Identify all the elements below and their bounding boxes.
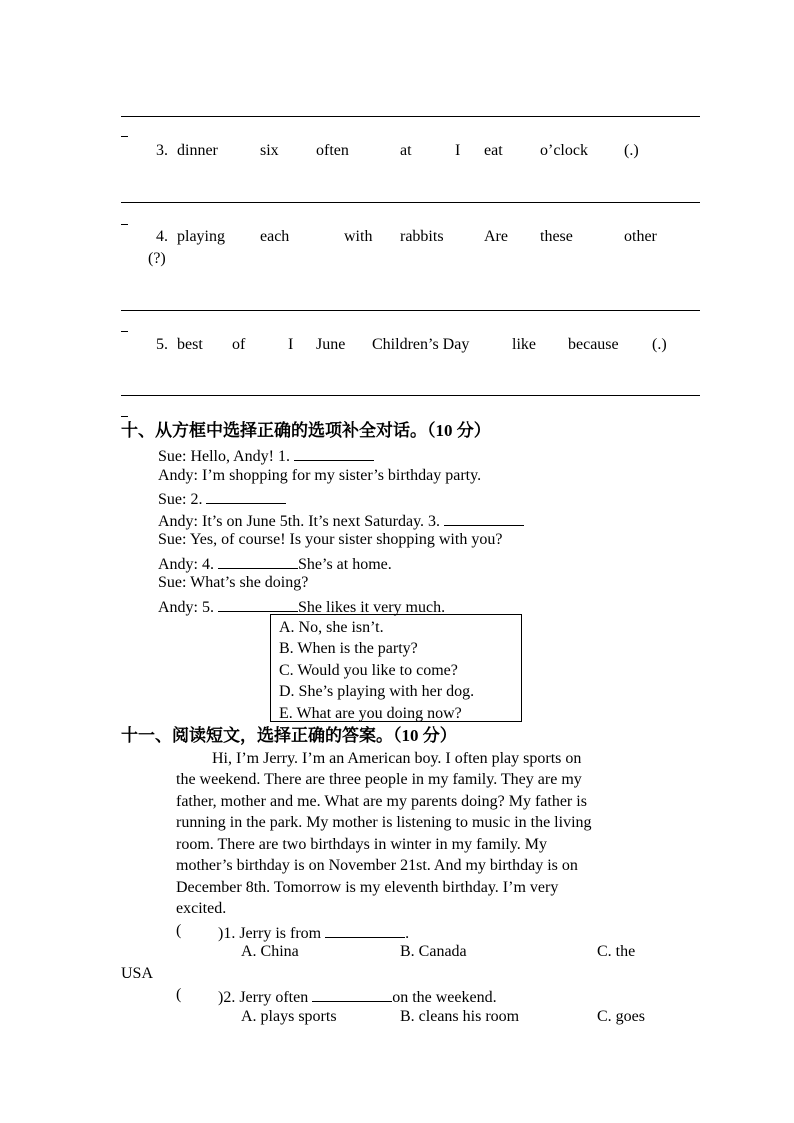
- dialogue-text: Sue: Yes, of course! Is your sister shopping with you?: [158, 531, 503, 548]
- word: I: [455, 142, 461, 159]
- choice-a: A. plays sports: [241, 1008, 337, 1025]
- dialogue-text: Andy: 5.: [158, 599, 218, 616]
- dialogue-line-5: [158, 532, 502, 548]
- word: of: [232, 336, 246, 353]
- section-10-score: 10: [435, 421, 453, 440]
- section-11-title: 十一、阅读短文，选择正确的答案。（: [121, 726, 402, 745]
- word: playing: [177, 228, 225, 245]
- option-e: E. What are you doing now?: [279, 705, 462, 722]
- word: Children’s Day: [372, 336, 470, 353]
- passage-line: father, mother and me. What are my parents doing? My father is: [176, 793, 587, 810]
- answer-paren-open[interactable]: (: [176, 986, 182, 1003]
- dialogue-line-3: [158, 489, 286, 508]
- word: often: [316, 142, 349, 159]
- word: other: [624, 228, 657, 245]
- line-dash: [121, 416, 128, 417]
- dialogue-text: She’s at home.: [298, 556, 392, 573]
- question-blank[interactable]: [312, 987, 392, 1002]
- answer-line-5: [121, 395, 700, 396]
- answer-line-4: [121, 310, 700, 311]
- sentence-number: 4.: [156, 228, 168, 245]
- answer-blank-5[interactable]: [218, 597, 298, 612]
- word: (.): [624, 142, 639, 159]
- choice-b: B. Canada: [400, 943, 467, 960]
- dialogue-text: Andy: I’m shopping for my sister’s birthday party.: [158, 467, 482, 484]
- passage-line: running in the park. My mother is listening to music in the living: [176, 814, 592, 831]
- word: because: [568, 336, 619, 353]
- choice-b: B. cleans his room: [400, 1008, 520, 1025]
- option-b: B. When is the party?: [279, 640, 418, 657]
- section-11-score: 10: [401, 726, 419, 745]
- passage-line: mother’s birthday is on November 21st. And my birthday is on: [176, 857, 578, 874]
- question-stem: [218, 987, 497, 1006]
- passage-line: the weekend. There are three people in my family. They are my: [176, 771, 582, 788]
- word: best: [177, 336, 203, 353]
- answer-blank-2[interactable]: [206, 489, 286, 504]
- answer-blank-3[interactable]: [444, 511, 524, 526]
- word: with: [344, 228, 373, 245]
- word: at: [400, 142, 412, 159]
- line-dash: [121, 331, 128, 332]
- choice-c: C. the: [597, 943, 636, 960]
- option-d: D. She’s playing with her dog.: [279, 683, 475, 700]
- word: (?): [148, 250, 166, 267]
- dialogue-text: Sue: 2.: [158, 491, 207, 508]
- word: o’clock: [540, 142, 588, 159]
- passage-line: room. There are two birthdays in winter in my family. My: [176, 836, 548, 853]
- dialogue-text: Andy: 4.: [158, 556, 218, 573]
- question-text: on the weekend.: [392, 989, 497, 1006]
- question-blank[interactable]: [325, 923, 405, 938]
- dialogue-line-7: [158, 575, 308, 591]
- option-c: C. Would you like to come?: [279, 662, 458, 679]
- word: these: [540, 228, 573, 245]
- choice-a: A. China: [241, 943, 299, 960]
- section-11-heading: [121, 727, 457, 744]
- passage-line: Hi, I’m Jerry. I’m an American boy. I often play sports on: [212, 750, 582, 767]
- question-text: 1. Jerry is from: [223, 925, 326, 942]
- dialogue-line-4: [158, 511, 524, 530]
- passage-line: December 8th. Tomorrow is my eleventh birthday. I’m very: [176, 879, 559, 896]
- section-10-title-end: 分）: [452, 421, 491, 440]
- answer-paren-open[interactable]: (: [176, 922, 182, 939]
- choice-c-wrap: USA: [121, 965, 154, 982]
- dialogue-line-2: [158, 468, 481, 484]
- answer-paren-close: ): [218, 925, 224, 942]
- answer-paren-close: ): [218, 989, 224, 1006]
- dialogue-text: Andy: It’s on June 5th. It’s next Saturday. 3.: [158, 513, 445, 530]
- answer-line-2: [121, 116, 700, 117]
- dialogue-line-6: [158, 554, 392, 573]
- dialogue-text: She likes it very much.: [298, 599, 446, 616]
- question-text: 2. Jerry often: [223, 989, 313, 1006]
- word: (.): [652, 336, 667, 353]
- word: six: [260, 142, 279, 159]
- word: rabbits: [400, 228, 444, 245]
- section-11-title-end: 分）: [418, 726, 457, 745]
- question-stem: [218, 923, 409, 942]
- dialogue-text: Sue: Hello, Andy! 1.: [158, 448, 294, 465]
- dialogue-line-1: [158, 446, 374, 465]
- word: dinner: [177, 142, 218, 159]
- sentence-number: 3.: [156, 142, 168, 159]
- word: Are: [484, 228, 508, 245]
- word: each: [260, 228, 290, 245]
- word: June: [316, 336, 346, 353]
- section-10-heading: [121, 422, 491, 439]
- answer-line-3: [121, 202, 700, 203]
- dialogue-text: Sue: What’s she doing?: [158, 574, 309, 591]
- options-box: [270, 614, 522, 722]
- choice-c: C. goes: [597, 1008, 645, 1025]
- question-text: .: [405, 925, 410, 942]
- word: I: [288, 336, 294, 353]
- section-10-title: 十、从方框中选择正确的选项补全对话。（: [121, 421, 436, 440]
- answer-blank-4[interactable]: [218, 554, 298, 569]
- word: eat: [484, 142, 503, 159]
- option-a: A. No, she isn’t.: [279, 619, 384, 636]
- line-dash: [121, 136, 128, 137]
- line-dash: [121, 224, 128, 225]
- passage-line: excited.: [176, 900, 227, 917]
- sentence-number: 5.: [156, 336, 168, 353]
- word: like: [512, 336, 536, 353]
- answer-blank-1[interactable]: [294, 446, 374, 461]
